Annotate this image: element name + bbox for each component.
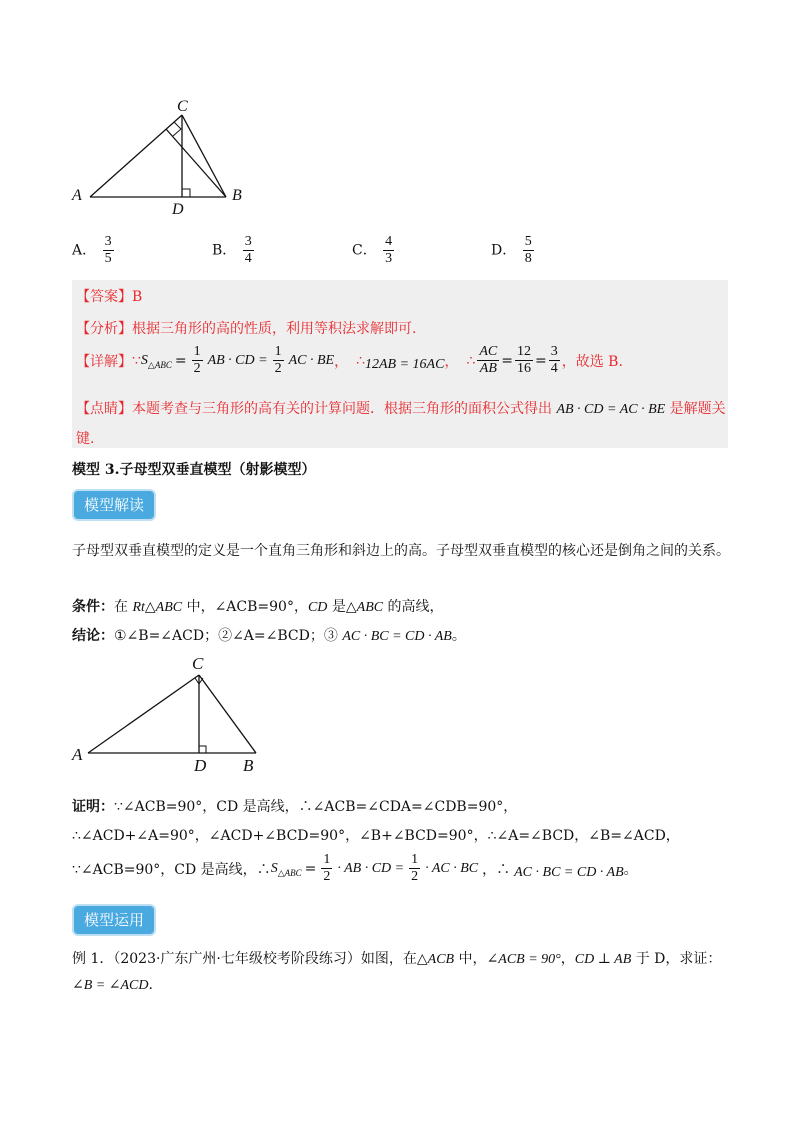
badge-model-interpret: 模型解读 [74,491,154,519]
option-b [212,234,256,267]
fig2-label-d: D [194,756,207,775]
conclusion-line: 结论：①∠B=∠ACD；②∠A=∠BCD；③ AC · BC = CD · AB。 [72,628,466,644]
badge-model-apply: 模型运用 [74,906,154,934]
proof-line-1: 证明：∵∠ACB=90°，CD 是高线，∴∠ACB=∠CDA=∠CDB=90°， [72,799,518,815]
fig1-label-d: D [172,201,184,218]
option-letter: D． [491,242,517,259]
option-c [352,234,396,267]
fig1-label-a: A [72,187,82,204]
answer-line: 【答案】B [76,289,143,305]
condition-line: 条件：在 Rt△ABC 中，∠ACB=90°，CD 是△ABC 的高线， [72,599,444,615]
fig2-label-a: A [72,745,83,764]
option-d [491,234,536,267]
option-letter: C． [352,242,377,259]
fig1-label-c: C [177,98,188,115]
tip-line-2: 键. [76,431,95,447]
option-fraction: $\frac{3}{5}$ [104,234,112,266]
option-a [72,234,116,267]
option-fraction: $\frac{3}{4}$ [244,234,252,266]
option-fraction: $\frac{4}{3}$ [385,234,393,266]
example-line-1: 例 1．（2023·广东广州·七年级校考阶段练习）如图，在△ACB 中，∠ACB = 90°，CD ⊥ AB 于 D，求证： [72,951,722,967]
fig2-label-b: B [243,756,254,775]
analysis-line: 【分析】根据三角形的高的性质，利用等积法求解即可. [76,321,417,337]
example-line-2: ∠B = ∠ACD. [72,977,153,993]
definition-text: 子母型双垂直模型的定义是一个直角三角形和斜边上的高。子母型双垂直模型的核心还是倒角之间的关系。 [72,543,730,559]
section-heading: 模型 3.子母型双垂直模型（射影模型） [72,462,316,478]
option-letter: B． [212,242,237,259]
proof-line-3: ∵∠ACB=90°，CD 是高线，∴ S △ABC = $\frac{1}{2}$ · AB · CD = $\frac{1}{2}$ · AC · BC ，∴ AC · BC = CD · AB 。 [72,852,638,884]
tip-line: 【点睛】本题考查与三角形的高有关的计算问题．根据三角形的面积公式得出 AB · CD = AC · BE 是解题关 [76,401,726,417]
fig1-label-b: B [232,187,242,204]
fig2-label-c: C [192,654,204,673]
option-letter: A． [72,242,97,259]
proof-line-2: ∴∠ACD+∠A=90°，∠ACD+∠BCD=90°，∠B+∠BCD=90°，∴∠A=∠BCD，∠B=∠ACD， [72,828,680,844]
figure-triangle-1 [70,95,260,225]
option-fraction: $\frac{5}{8}$ [524,234,532,266]
detail-line: 【详解】 ∵ S △ABC = $\frac{1}{2}$ AB · CD = $\frac{1}{2}$ AC · BE ， ∴ 12AB = 16AC ， ∴ $\frac{AC}{AB}$ = $\frac{12}{16}$ = $\frac{3}{4}$ ，故选 B. [76,344,623,376]
